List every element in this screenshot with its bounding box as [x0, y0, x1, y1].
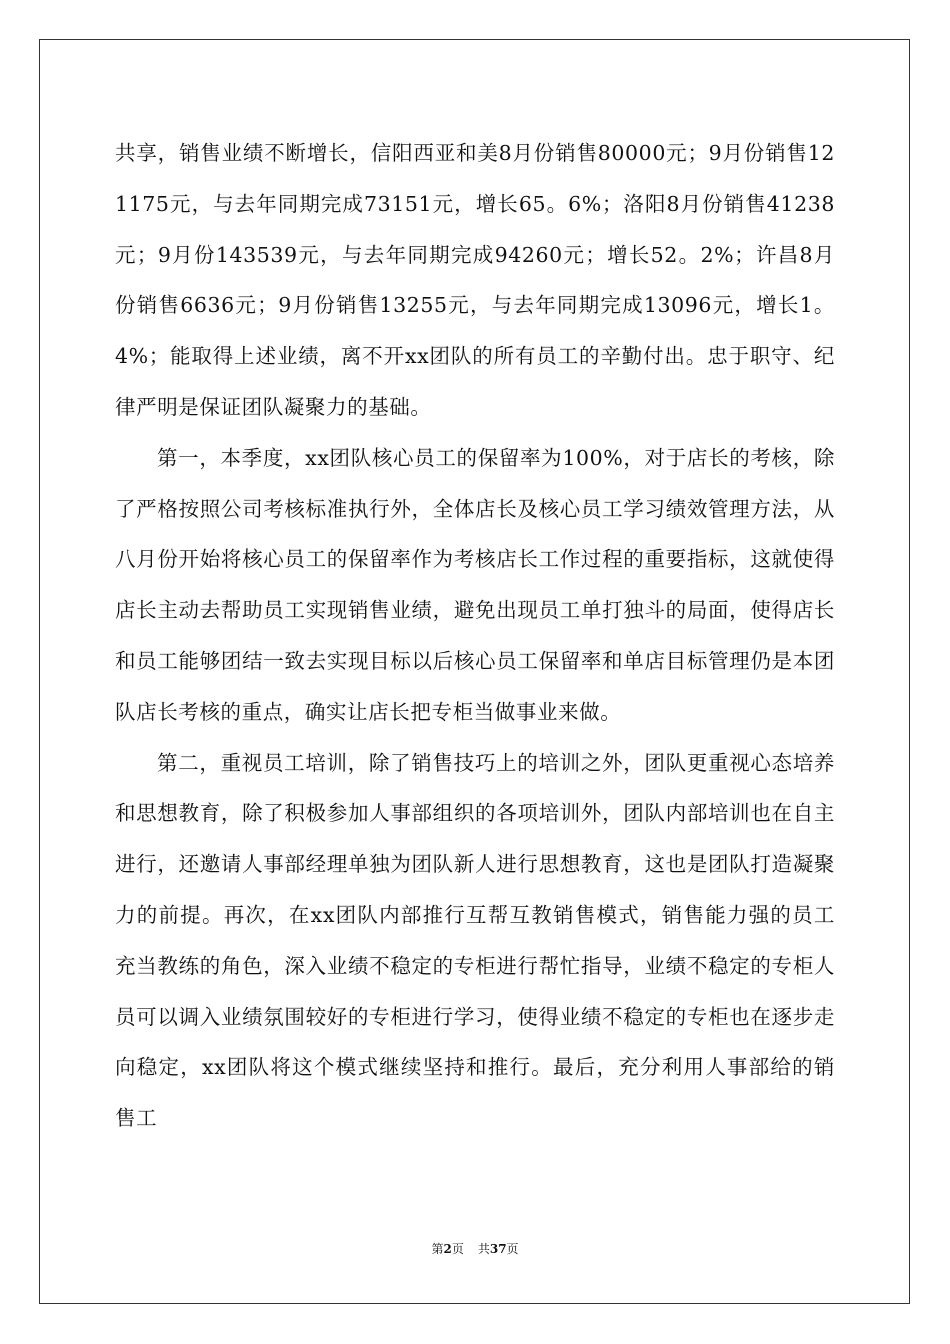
- total-prefix: 共: [477, 1242, 490, 1256]
- document-body: [115, 128, 835, 1144]
- paragraph-2: 第一，本季度，xx团队核心员工的保留率为100%，对于店长的考核，除了严格按照公司考核标准执行外，全体店长及核心员工学习绩效管理方法，从八月份开始将核心员工的保留率作为考核店长工作过程的重要指标，这就使得店长主动去帮助员工实现销售业绩，避免出现员工单打独斗的局面，使得店长和员工能够团结一致去实现目标以后核心员工保留率和单店目标管理仍是本团队店长考核的重点，确实让店长把专柜当做事业来做。: [115, 445, 835, 724]
- page-current: 2: [443, 1242, 452, 1256]
- paragraph-1: 共享，销售业绩不断增长，信阳西亚和美8月份销售80000元；9月份销售121175元，与去年同期完成73151元，增长65。6%；洛阳8月份销售41238元；9月份143539元，与去年同期完成94260元；增长52。2%；许昌8月份销售6636元；9月份销售13255元，与去年同期完成13096元，增长1。4%；能取得上述业绩，离不开xx团队的所有员工的辛勤付出。忠于职守、纪律严明是保证团队凝聚力的基础。: [115, 141, 835, 419]
- total-count: 37: [489, 1242, 507, 1256]
- page-prefix: 第: [431, 1242, 444, 1256]
- page-unit: 页: [451, 1242, 464, 1256]
- page-footer: [0, 1240, 950, 1257]
- total-unit: 页: [506, 1242, 519, 1256]
- page-total: [478, 1242, 519, 1256]
- paragraph-3: 第二，重视员工培训，除了销售技巧上的培训之外，团队更重视心态培养和思想教育，除了积极参加人事部组织的各项培训外，团队内部培训也在自主进行，还邀请人事部经理单独为团队新人进行思想教育，这也是团队打造凝聚力的前提。再次，在xx团队内部推行互帮互教销售模式，销售能力强的员工充当教练的角色，深入业绩不稳定的专柜进行帮忙指导，业绩不稳定的专柜人员可以调入业绩氛围较好的专柜进行学习，使得业绩不稳定的专柜也在逐步走向稳定，xx团队将这个模式继续坚持和推行。最后，充分利用人事部给的销售工: [115, 750, 835, 1131]
- page-number: [431, 1242, 463, 1256]
